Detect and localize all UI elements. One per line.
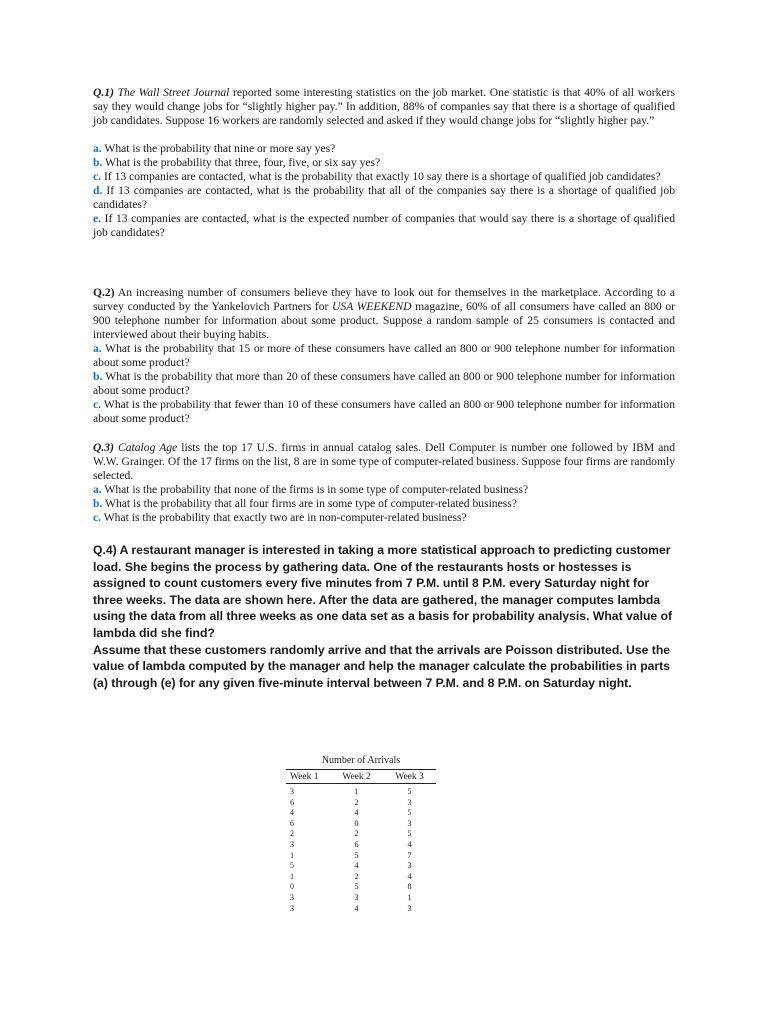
question-1 [93, 86, 675, 240]
table-row [286, 840, 436, 851]
question-3-part-a [93, 483, 675, 497]
part-letter: d. [93, 184, 103, 197]
table-row [286, 829, 436, 840]
question-1-part-a [93, 142, 675, 156]
question-1-part-c [93, 170, 675, 184]
table-row [286, 882, 436, 893]
question-1-part-d [93, 184, 675, 212]
table-cell: 6 [290, 797, 294, 807]
table-cell: 3 [407, 903, 412, 913]
table-cell: 4 [290, 808, 294, 818]
part-text: What is the probability that exactly two are in non-computer-related business? [101, 511, 467, 524]
question-2-parts [93, 342, 675, 426]
part-letter: a. [93, 342, 102, 355]
question-1-intro [93, 86, 675, 128]
table-cell: 5 [407, 787, 412, 796]
question-4-paragraph-2: Assume that these customers randomly arrive and that the arrivals are Poisson distributed. Use the value of lambda computed by the manager and help the manager calculate the probabilities in parts (a) through (e) for any given five-minute interval between 7 P.M. and 8 P.M. on Saturday night. [93, 642, 671, 690]
question-2-label: Q.2) [93, 286, 115, 299]
question-2 [93, 286, 675, 426]
question-2-text-b: magazine, 60% of all consumers have called an 800 or 900 telephone number for information about some product. Suppose a random sample of 25 consumers is contacted and interviewed about their buying habits. [93, 300, 675, 341]
question-3-label: Q.3) [93, 441, 114, 454]
question-1-label: Q.1) [93, 86, 114, 99]
column-header-week-2: Week 2 [330, 770, 383, 784]
table-cell: 4 [407, 871, 412, 881]
table-cell: 0 [354, 818, 359, 828]
question-3-source: Catalog Age [118, 441, 178, 454]
table-cell: 4 [354, 861, 359, 871]
table-cell: 1 [407, 892, 412, 902]
question-4 [93, 542, 675, 691]
part-letter: b. [93, 497, 103, 510]
question-3-part-b [93, 497, 675, 511]
table-cell: 6 [290, 818, 294, 828]
question-1-source: The Wall Street Journal [117, 86, 230, 99]
table-row [286, 861, 436, 872]
arrivals-table-body [286, 784, 436, 915]
part-text: What is the probability that three, four, five, or six say yes? [102, 156, 381, 169]
table-cell: 1 [290, 871, 294, 881]
table-cell: 1 [290, 850, 294, 860]
column-header-week-3: Week 3 [383, 770, 436, 784]
table-cell: 2 [354, 829, 359, 839]
table-cell: 6 [354, 839, 359, 849]
table-cell: 3 [290, 787, 294, 796]
table-cell: 5 [354, 882, 359, 892]
question-4-paragraph-1: Q.4) A restaurant manager is interested in taking a more statistical approach to predicting customer load. She begins the process by gathering data. One of the restaurants hosts or hostesses is assigned to count customers every five minutes from 7 P.M. until 8 P.M. every Saturday night for three weeks. The data are shown here. After the data are gathered, the manager computes lambda using the data from all three weeks as one data set as a basis for probability analysis. What value of lambda did she find? [93, 543, 673, 640]
table-cell: 2 [290, 829, 294, 839]
table-cell: 2 [354, 871, 359, 881]
table-row [286, 872, 436, 883]
part-letter: c. [93, 511, 102, 524]
table-row [286, 819, 436, 830]
part-text: What is the probability that more than 20 of these consumers have called an 800 or 900 telephone number for information about some product? [93, 370, 675, 397]
arrivals-table-caption: Number of Arrivals [286, 755, 436, 770]
column-header-week-1: Week 1 [286, 770, 330, 784]
question-3-parts [93, 483, 675, 525]
table-cell: 5 [407, 829, 412, 839]
part-text: If 13 companies are contacted, what is the probability that all of the companies say there is a shortage of qualified job candidates? [93, 184, 675, 211]
table-cell: 7 [407, 850, 412, 860]
question-2-source: USA WEEKEND [332, 300, 412, 313]
table-cell: 3 [354, 892, 359, 902]
part-text: If 13 companies are contacted, what is the probability that exactly 10 say there is a shortage of qualified job candidates? [101, 170, 661, 183]
table-cell: 8 [407, 882, 412, 892]
table-cell: 3 [407, 861, 412, 871]
table-row [286, 784, 436, 798]
question-2-part-a [93, 342, 675, 370]
table-cell: 3 [407, 797, 412, 807]
table-row [286, 808, 436, 819]
part-letter: a. [93, 142, 102, 155]
question-2-part-c [93, 398, 675, 426]
part-letter: c. [93, 398, 102, 411]
table-cell: 5 [407, 808, 412, 818]
arrivals-table-grid [286, 770, 436, 914]
table-cell: 5 [354, 850, 359, 860]
arrivals-table [286, 755, 436, 914]
part-text: If 13 companies are contacted, what is the expected number of companies that would say there is a shortage of qualified job candidates? [93, 212, 675, 239]
table-cell: 4 [354, 903, 359, 913]
table-header-row [286, 770, 436, 784]
question-3-part-c [93, 511, 675, 525]
question-3-intro [93, 441, 675, 483]
question-1-part-e [93, 212, 675, 240]
table-row [286, 893, 436, 904]
question-3 [93, 441, 675, 525]
table-cell: 0 [290, 882, 294, 892]
question-1-parts [93, 142, 675, 240]
part-letter: a. [93, 483, 102, 496]
table-cell: 5 [290, 861, 294, 871]
question-1-text: reported some interesting statistics on the job market. One statistic is that 40% of all workers say they would change jobs for “slightly higher pay.” In addition, 88% of companies say that there is a shortage of qualified job candidates. Suppose 16 workers are randomly selected and asked if they would change jobs for “slightly higher pay.” [93, 86, 675, 127]
part-letter: b. [93, 156, 103, 169]
question-1-part-b [93, 156, 675, 170]
part-text: What is the probability that fewer than 10 of these consumers have called an 800 or 900 telephone number for information about some product? [93, 398, 675, 425]
part-letter: b. [93, 370, 103, 383]
question-2-text-a: An increasing number of consumers believe they have to look out for themselves in the marketplace. According to a survey conducted by the Yankelovich Partners for [93, 286, 675, 313]
table-cell: 2 [354, 797, 359, 807]
table-cell: 3 [290, 903, 294, 913]
part-text: What is the probability that 15 or more of these consumers have called an 800 or 900 telephone number for information about some product? [93, 342, 675, 369]
part-text: What is the probability that all four firms are in some type of computer-related business? [102, 497, 517, 510]
table-row [286, 904, 436, 915]
table-row [286, 798, 436, 809]
table-cell: 4 [407, 839, 412, 849]
part-letter: c. [93, 170, 102, 183]
part-text: What is the probability that none of the firms is in some type of computer-related business? [101, 483, 529, 496]
table-row [286, 851, 436, 862]
table-cell: 3 [290, 839, 294, 849]
part-text: What is the probability that nine or more say yes? [101, 142, 336, 155]
table-cell: 3 [290, 892, 294, 902]
part-letter: e. [93, 212, 102, 225]
table-cell: 1 [354, 787, 359, 796]
question-3-text: lists the top 17 U.S. firms in annual catalog sales. Dell Computer is number one followed by IBM and W.W. Grainger. Of the 17 firms on the list, 8 are in some type of computer-related business. Suppose four firms are randomly selected. [93, 441, 676, 482]
table-cell: 4 [354, 808, 359, 818]
question-2-part-b [93, 370, 675, 398]
question-2-intro [93, 286, 675, 342]
table-cell: 3 [407, 818, 412, 828]
